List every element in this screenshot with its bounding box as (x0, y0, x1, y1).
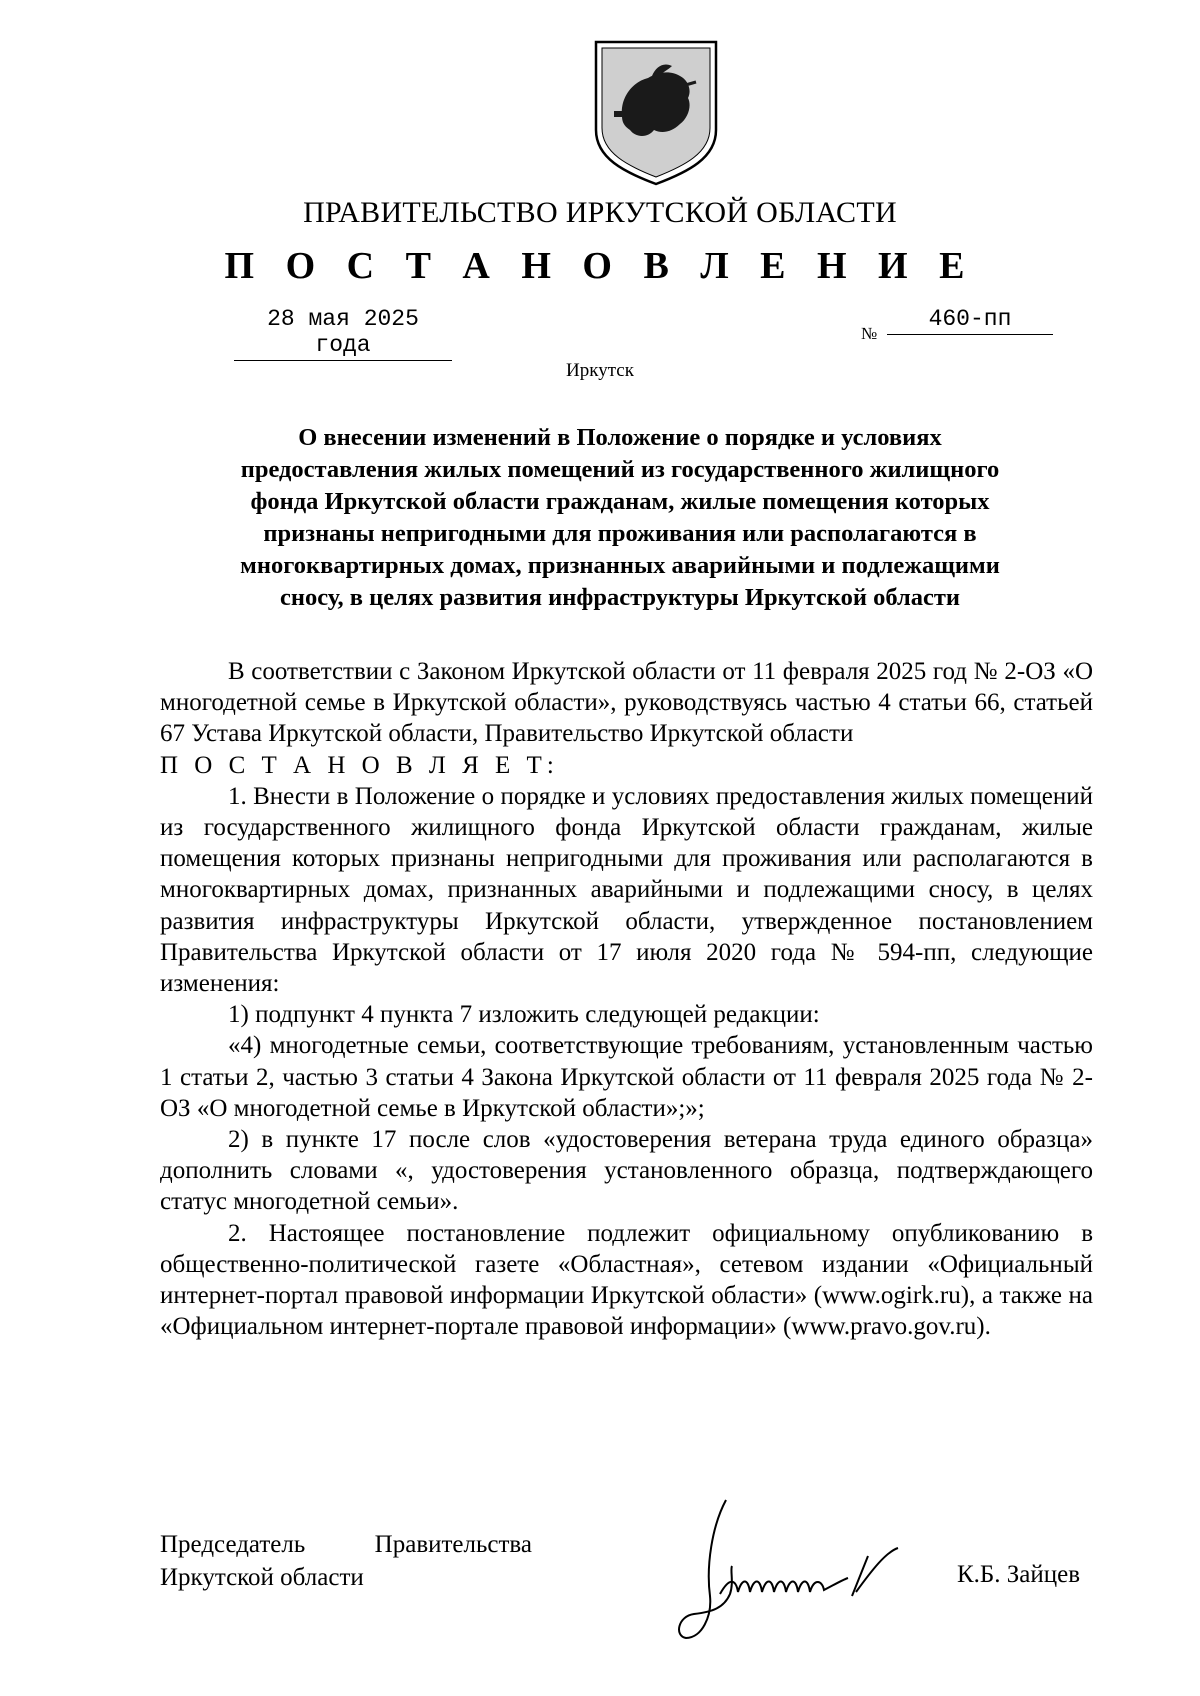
document-type: П О С Т А Н О В Л Е Н И Е (224, 245, 976, 287)
document-number: 460-пп (887, 306, 1053, 335)
title-line: многоквартирных домах, признанных аварийными и подлежащими (240, 552, 1000, 579)
title-line: признаны непригодными для проживания или располагаются в (263, 520, 977, 547)
title-line: О внесении изменений в Положение о порядке и условиях (298, 424, 942, 451)
document-title (190, 422, 1050, 614)
organization-name: ПРАВИТЕЛЬСТВО ИРКУТСКОЙ ОБЛАСТИ (303, 196, 897, 229)
handwritten-signature-icon (672, 1496, 932, 1646)
position-line: Иркутской области (160, 1564, 364, 1591)
title-line: предоставления жилых помещений из государственного жилищного (240, 456, 1000, 483)
city: Иркутск (566, 360, 634, 381)
item-1-paragraph: 1. Внести в Положение о порядке и условиях предоставления жилых помещений из государственного жилищного фонда Иркутской области гражданам, жилые помещения которых признаны непригодными для проживания или располагаются в многоквартирных домах, признанных аварийными и подлежащими сносу, в целях развития инфраструктуры Иркутской области, утвержденное постановлением Правительства Иркутской области от 17 июля 2020 года № 594-пп, следующие изменения: (160, 782, 1093, 998)
decree-word: П О С Т А Н О В Л Я Е Т: (160, 751, 559, 779)
signatory-position (160, 1528, 532, 1594)
position-word: Председатель (160, 1531, 306, 1558)
title-line: фонда Иркутской области гражданам, жилые помещения которых (250, 488, 990, 515)
item-1-2-paragraph: 2) в пункте 17 после слов «удостоверения ветерана труда единого образца» дополнить словами «, удостоверения установленного образца, подтверждающего статус многодетной семьи». (160, 1126, 1093, 1216)
item-2-paragraph: 2. Настоящее постановление подлежит официальному опубликованию в общественно-политической газете «Областная», сетевом издании «Официальный интернет-портал правовой информации Иркутской области» (www.ogirk.ru), а также на «Официальном интернет-портале правовой информации» (www.pravo.gov.ru). (160, 1219, 1093, 1341)
item-1-1-text-paragraph: «4) многодетные семьи, соответствующие требованиям, установленным частью 1 статьи 2, частью 3 статьи 4 Закона Иркутской области от 11 февраля 2025 года № 2-ОЗ «О многодетной семье в Иркутской области»;»; (160, 1032, 1093, 1122)
item-1-1-paragraph: 1) подпункт 4 пункта 7 изложить следующей редакции: (228, 1001, 820, 1029)
signatory-name: К.Б. Зайцев (957, 1561, 1081, 1588)
title-line: сносу, в целях развития инфраструктуры Иркутской области (279, 584, 961, 611)
number-sign: № (861, 324, 878, 343)
coat-of-arms-icon (592, 38, 720, 186)
position-word: Правительства (374, 1531, 532, 1558)
document-date: 28 мая 2025 года (234, 306, 452, 361)
document-body (160, 656, 1093, 1342)
preamble-paragraph: В соответствии с Законом Иркутской области от 11 февраля 2025 год № 2-ОЗ «О многодетной семье в Иркутской области», руководствуясь частью 4 статьи 66, статьей 67 Устава Иркутской области, Правительство Иркутской области (160, 658, 1093, 748)
